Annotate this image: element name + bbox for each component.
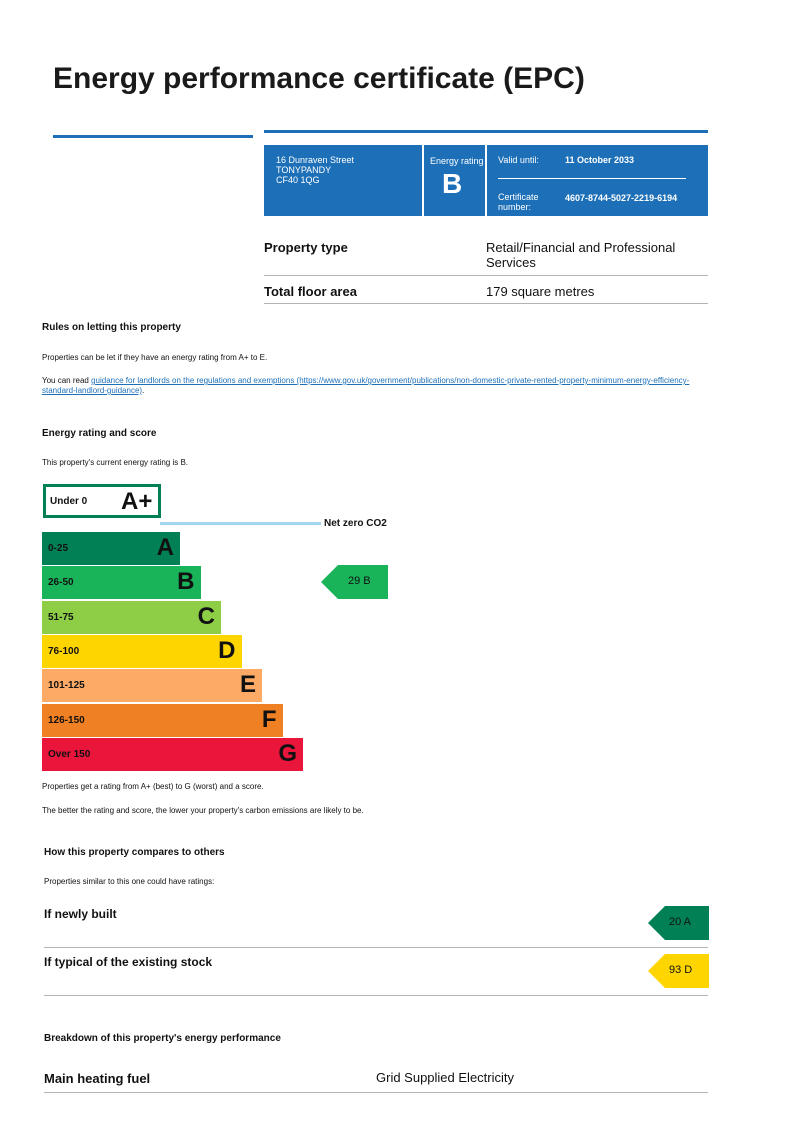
guidance-prefix: You can read xyxy=(42,376,92,385)
net-zero-line xyxy=(160,522,321,525)
band-range: 26-50 xyxy=(48,577,74,589)
current-rating-text: 29 B xyxy=(348,575,371,587)
property-type-label: Property type xyxy=(264,240,348,255)
typical-stock-label: If typical of the existing stock xyxy=(44,955,213,969)
band-f xyxy=(42,704,283,737)
rules-heading: Rules on letting this property xyxy=(42,322,181,333)
energy-rating-letter: B xyxy=(442,168,463,199)
band-b xyxy=(42,566,201,599)
address-line-2: TONYPANDY xyxy=(276,165,332,175)
address-line-3: CF40 1QG xyxy=(276,175,320,185)
certificate-number-label: Certificate number: xyxy=(498,192,539,212)
compare-heading: How this property compares to others xyxy=(44,847,225,858)
guidance-suffix: . xyxy=(142,386,145,395)
newly-built-arrow xyxy=(648,906,709,940)
band-a xyxy=(42,532,180,565)
newly-built-label: If newly built xyxy=(44,907,117,921)
address-line-1: 16 Dunraven Street xyxy=(276,155,355,165)
rating-footnote-2: The better the rating and score, the lower your property's carbon emissions are likely to be. xyxy=(42,806,364,815)
band-c xyxy=(42,601,221,634)
divider xyxy=(44,947,708,948)
band-range: 0-25 xyxy=(48,543,69,554)
certificate-number-value: 4607-8744-5027-2219-6194 xyxy=(565,193,678,203)
typical-stock-rating: 93 D xyxy=(669,964,693,976)
band-d xyxy=(42,635,242,668)
current-rating-text: This property's current energy rating is B. xyxy=(42,458,189,467)
current-rating-arrow xyxy=(321,565,388,599)
certificate-summary-box xyxy=(264,145,708,216)
property-type-value: Retail/Financial and Professional Services xyxy=(486,240,676,270)
band-range: Over 150 xyxy=(48,748,91,760)
left-blue-rule xyxy=(53,135,253,138)
main-heating-fuel-value: Grid Supplied Electricity xyxy=(376,1070,514,1085)
net-zero-label: Net zero CO2 xyxy=(324,518,387,529)
band-g xyxy=(42,738,303,771)
band-range: 76-100 xyxy=(48,645,80,657)
divider xyxy=(44,1092,708,1093)
divider xyxy=(264,303,708,304)
compare-subtext: Properties similar to this one could have ratings: xyxy=(44,877,215,886)
rules-text: Properties can be let if they have an energy rating from A+ to E. xyxy=(42,353,268,362)
band-range: Under 0 xyxy=(50,496,88,507)
right-blue-rule xyxy=(264,130,708,133)
band-range: 101-125 xyxy=(48,680,85,692)
band-range: 126-150 xyxy=(48,714,85,726)
band-letter: A+ xyxy=(121,488,153,515)
floor-area-label: Total floor area xyxy=(264,284,357,299)
main-heating-fuel-label: Main heating fuel xyxy=(44,1071,151,1086)
band-letter: G xyxy=(278,739,297,767)
band-letter: B xyxy=(177,568,195,596)
valid-until-value: 11 October 2033 xyxy=(565,155,635,165)
band-e xyxy=(42,669,262,702)
divider xyxy=(44,995,708,996)
band-letter: D xyxy=(218,636,236,664)
divider xyxy=(422,145,424,216)
divider xyxy=(264,275,708,276)
band-letter: F xyxy=(261,705,277,733)
band-letter: A xyxy=(156,534,174,561)
energy-rating-heading: Energy rating and score xyxy=(42,428,157,439)
guidance-link[interactable]: guidance for landlords on the regulations and exemptions (https://www.gov.uk/government/publications/non-domestic-private-rented-property-minimum-energy-efficiency-standard-landlord-guidance) xyxy=(42,376,690,395)
band-letter: E xyxy=(239,671,256,699)
energy-rating-label: Energy rating xyxy=(430,156,484,166)
property-address xyxy=(276,155,354,185)
page-title: Energy performance certificate (EPC) xyxy=(53,62,585,95)
newly-built-rating: 20 A xyxy=(669,916,692,928)
band-a-plus xyxy=(43,484,161,518)
typical-stock-arrow xyxy=(648,954,709,988)
guidance-paragraph xyxy=(42,376,712,396)
divider xyxy=(485,145,487,216)
breakdown-heading: Breakdown of this property's energy performance xyxy=(44,1033,281,1044)
floor-area-value: 179 square metres xyxy=(486,284,595,299)
valid-until-label: Valid until: xyxy=(498,155,539,165)
band-letter: C xyxy=(197,602,215,630)
rating-footnote-1: Properties get a rating from A+ (best) to G (worst) and a score. xyxy=(42,782,264,791)
band-range: 51-75 xyxy=(48,611,74,623)
divider xyxy=(498,178,686,179)
